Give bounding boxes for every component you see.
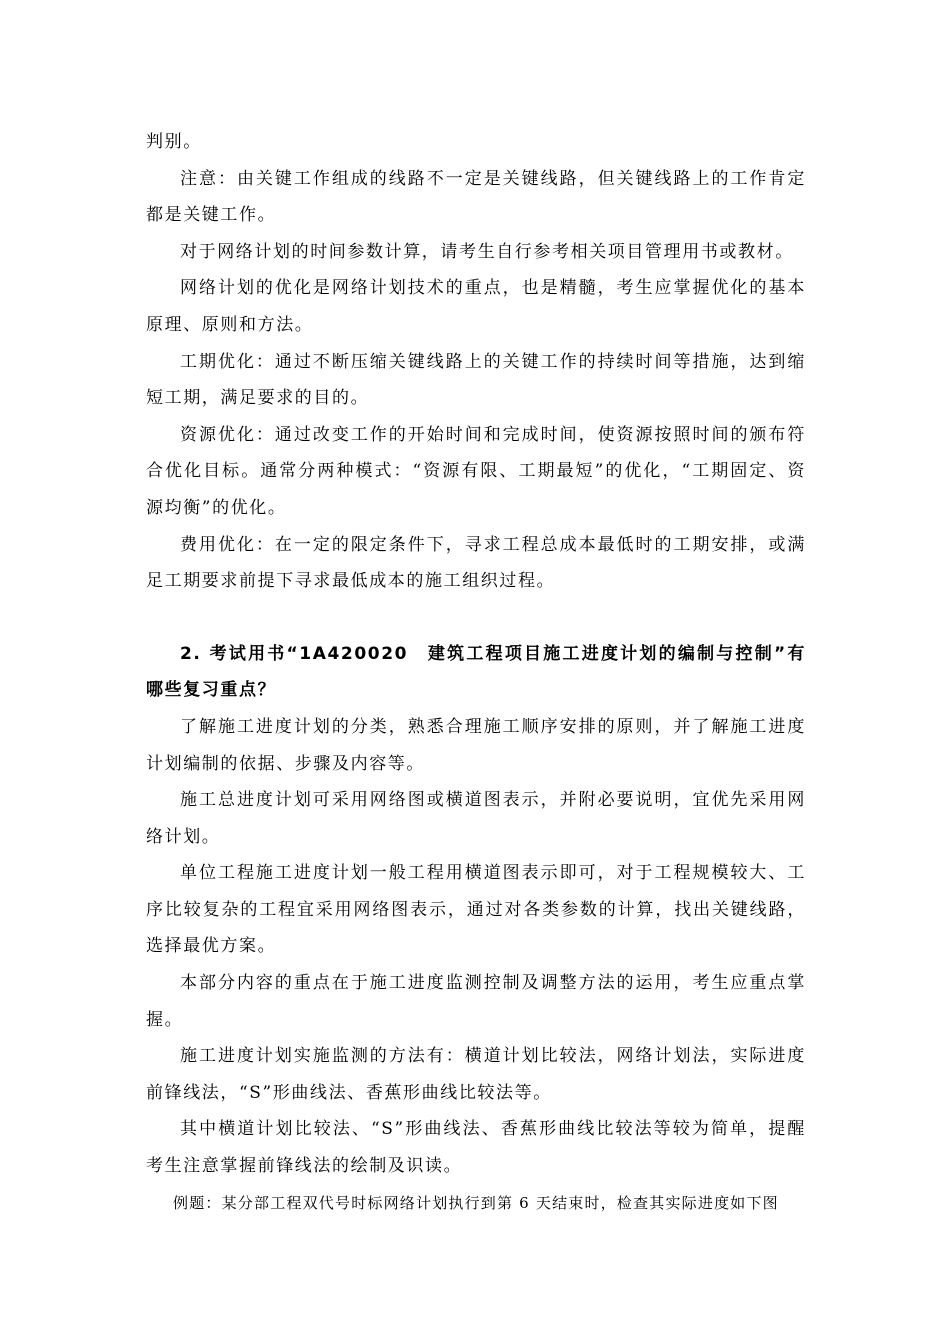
paragraph: 本部分内容的重点在于施工进度监测控制及调整方法的运用，考生应重点掌握。 (146, 973, 806, 1030)
paragraph: 施工进度计划实施监测的方法有：横道计划比较法，网络计划法，实际进度前锋线法，“S”形曲线法、香蕉形曲线比较法等。 (146, 1046, 806, 1103)
paragraph: 了解施工进度计划的分类，熟悉合理施工顺序安排的原则，并了解施工进度计划编制的依据、步骤及内容等。 (146, 716, 806, 774)
paragraph: 工期优化：通过不断压缩关键线路上的关键工作的持续时间等措施，达到缩短工期，满足要求的目的。 (146, 351, 806, 409)
paragraph: 网络计划的优化是网络计划技术的重点，也是精髓，考生应掌握优化的基本原理、原则和方法。 (146, 278, 806, 335)
paragraph: 资源优化：通过改变工作的开始时间和完成时间，使资源按照时间的颁布符合优化目标。通常分两种模式：“资源有限、工期最短”的优化，“工期固定、资源均衡”的优化。 (146, 424, 806, 518)
paragraph: 其中横道计划比较法、“S”形曲线法、香蕉形曲线比较法等较为简单，提醒考生注意掌握前锋线法的绘制及识读。 (146, 1119, 806, 1177)
paragraph: 单位工程施工进度计划一般工程用横道图表示即可，对于工程规模较大、工序比较复杂的工程宜采用网络图表示，通过对各类参数的计算，找出关键线路，选择最优方案。 (146, 863, 806, 957)
example-paragraph: 例题：某分部工程双代号时标网络计划执行到第 6 天结束时，检查其实际进度如下图 (173, 1193, 779, 1212)
paragraph: 费用优化：在一定的限定条件下，寻求工程总成本最低时的工期安排，或满足工期要求前提下寻求最低成本的施工组织过程。 (146, 534, 806, 592)
paragraph: 施工总进度计划可采用网络图或横道图表示，并附必要说明，宜优先采用网络计划。 (146, 790, 806, 847)
paragraph: 注意：由关键工作组成的线路不一定是关键线路，但关键线路上的工作肯定都是关键工作。 (146, 168, 806, 226)
paragraph: 判别。 (146, 132, 202, 152)
document-body (146, 124, 806, 1221)
section-heading: 2. 考试用书“1A420020 建筑工程项目施工进度计划的编制与控制”有哪些复习重点？ (146, 643, 806, 701)
paragraph: 对于网络计划的时间参数计算，请考生自行参考相关项目管理用书或教材。 (180, 241, 794, 262)
